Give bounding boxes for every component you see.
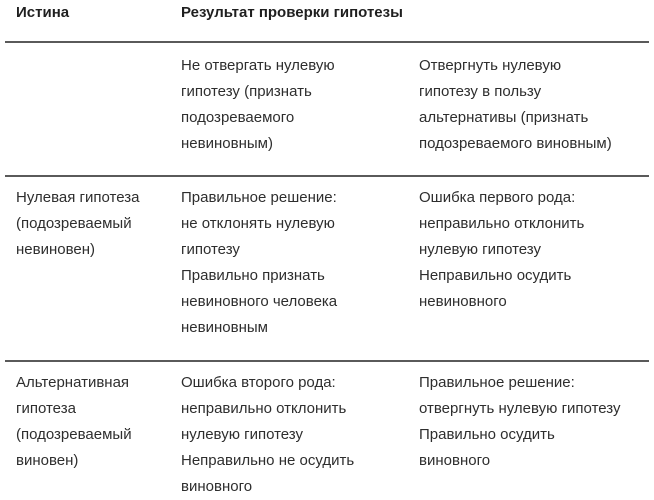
header-truth: Истина bbox=[16, 4, 70, 21]
cell-do-not-reject bbox=[181, 53, 335, 157]
cell-line: (подозреваемый bbox=[16, 426, 132, 443]
divider-row-2 bbox=[5, 360, 649, 362]
cell-line: Отвергнуть нулевую bbox=[419, 57, 562, 74]
cell-line: невиновного человека bbox=[181, 293, 338, 310]
cell-line: Правильное решение: bbox=[181, 189, 337, 206]
cell-line: Неправильно осудить bbox=[419, 267, 572, 284]
header-test-result: Результат проверки гипотезы bbox=[181, 4, 403, 21]
divider-header bbox=[5, 41, 649, 43]
cell-line: виновен) bbox=[16, 452, 79, 469]
cell-line: виновного bbox=[419, 452, 491, 469]
cell-line: Альтернативная bbox=[16, 374, 130, 391]
cell-line: гипотезу в пользу bbox=[419, 83, 542, 100]
cell-type-2-error bbox=[181, 370, 354, 500]
cell-line: отвергнуть нулевую гипотезу bbox=[419, 400, 621, 417]
cell-line: Правильное решение: bbox=[419, 374, 575, 391]
cell-line: нулевую гипотезу bbox=[419, 241, 542, 258]
cell-line: Правильно признать bbox=[181, 267, 325, 284]
cell-line: подозреваемого виновным) bbox=[419, 135, 612, 152]
cell-line: Не отвергать нулевую bbox=[181, 57, 335, 74]
cell-line: неправильно отклонить bbox=[419, 215, 585, 232]
cell-line: гипотезу (признать bbox=[181, 83, 312, 100]
cell-line: невиновным) bbox=[181, 135, 273, 152]
cell-truth-null bbox=[16, 185, 139, 263]
cell-line: не отклонять нулевую bbox=[181, 215, 335, 232]
cell-type-1-error bbox=[419, 185, 584, 315]
cell-correct-decision bbox=[181, 185, 337, 341]
cell-reject bbox=[419, 53, 612, 157]
cell-line: неправильно отклонить bbox=[181, 400, 347, 417]
cell-line: Ошибка второго рода: bbox=[181, 374, 336, 391]
cell-line: невиновен) bbox=[16, 241, 96, 258]
cell-line: Правильно осудить bbox=[419, 426, 555, 443]
cell-line: подозреваемого bbox=[181, 109, 295, 126]
cell-line: (подозреваемый bbox=[16, 215, 132, 232]
cell-line: Неправильно не осудить bbox=[181, 452, 355, 469]
cell-line: нулевую гипотезу bbox=[181, 426, 304, 443]
cell-line: виновного bbox=[181, 478, 253, 495]
cell-line: Ошибка первого рода: bbox=[419, 189, 576, 206]
cell-line: невиновным bbox=[181, 319, 268, 336]
cell-line: гипотезу bbox=[181, 241, 240, 258]
cell-line: Нулевая гипотеза bbox=[16, 189, 140, 206]
table-header bbox=[0, 0, 654, 42]
cell-line: альтернативы (признать bbox=[419, 109, 589, 126]
divider-row-1 bbox=[5, 175, 649, 177]
cell-correct-decision-reject bbox=[419, 370, 621, 474]
cell-truth-alternative bbox=[16, 370, 132, 474]
cell-line: невиновного bbox=[419, 293, 507, 310]
cell-line: гипотеза bbox=[16, 400, 76, 417]
